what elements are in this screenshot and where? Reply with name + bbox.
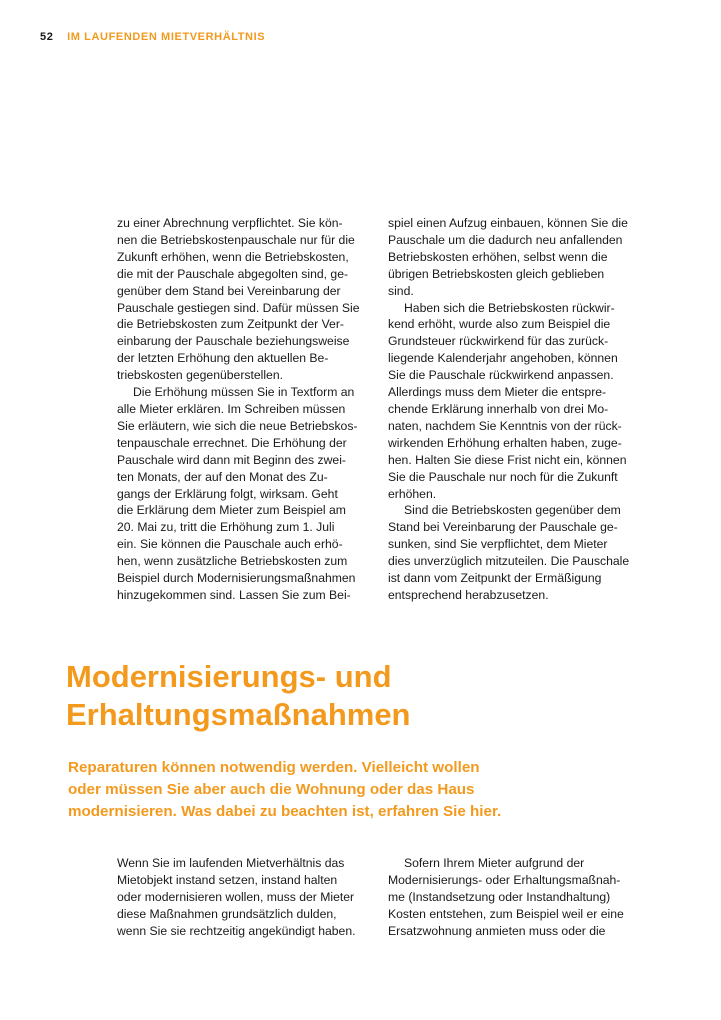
text-line: Sie erläutern, wie sich die neue Betriebskos- [117, 418, 358, 433]
text-line: nen die Betriebskostenpauschale nur für die [117, 232, 355, 247]
text-line: hen. Halten Sie diese Frist nicht ein, können [388, 452, 627, 467]
lead-line: Reparaturen können notwendig werden. Vielleicht wollen [68, 759, 480, 776]
text-line: chende Erklärung innerhalb von drei Mo- [388, 401, 609, 416]
paragraph [117, 215, 369, 384]
text-line: Betriebskosten erhöhen, selbst wenn die [388, 249, 608, 264]
text-line: Allerdings muss dem Mieter die entspre- [388, 385, 607, 400]
paragraph [388, 300, 640, 503]
text-line: Modernisierungs- oder Erhaltungsmaßnah- [388, 872, 621, 887]
text-line: Sie die Pauschale rückwirkend anpassen. [388, 368, 614, 383]
body-column-bottom-right [388, 855, 640, 940]
text-line: hinzugekommen sind. Lassen Sie zum Bei- [117, 587, 351, 602]
text-line: ist dann vom Zeitpunkt der Ermäßigung [388, 571, 602, 586]
text-line: me (Instandsetzung oder Instandhaltung) [388, 889, 611, 904]
text-line: Wenn Sie im laufenden Mietverhältnis das [117, 856, 345, 870]
text-line: spiel einen Aufzug einbauen, können Sie die [388, 216, 628, 230]
lead-paragraph [68, 757, 501, 823]
text-line: Sind die Betriebskosten gegenüber dem [404, 503, 621, 518]
text-line: Sie die Pauschale nur noch für die Zukunft [388, 469, 618, 484]
text-line: entsprechend herabzusetzen. [388, 587, 549, 602]
text-line: Kosten entstehen, zum Beispiel weil er eine [388, 906, 624, 921]
body-column-bottom-left [117, 855, 369, 940]
text-line: wenn Sie sie rechtzeitig angekündigt haben. [117, 923, 356, 938]
text-line: hen, wenn zusätzliche Betriebskosten zum [117, 554, 348, 569]
text-line: Mietobjekt instand setzen, instand halten [117, 872, 338, 887]
heading-line: Modernisierungs- und [66, 659, 392, 694]
section-title: IM LAUFENDEN MIETVERHÄLTNIS [67, 31, 266, 43]
text-line: Stand bei Vereinbarung der Pauschale ge- [388, 520, 618, 535]
text-line: diese Maßnahmen grundsätzlich dulden, [117, 906, 337, 921]
text-line: triebskosten gegenüberstellen. [117, 368, 283, 383]
text-line: Zukunft erhöhen, wenn die Betriebskosten, [117, 249, 349, 264]
running-head [40, 31, 265, 43]
body-column-top-left [117, 215, 369, 604]
text-line: Sofern Ihrem Mieter aufgrund der [404, 856, 585, 870]
text-line: zu einer Abrechnung verpflichtet. Sie kön- [117, 216, 343, 230]
text-line: liegende Kalenderjahr angehoben, können [388, 351, 618, 366]
text-line: die Erklärung dem Mieter zum Beispiel am [117, 503, 346, 518]
text-line: alle Mieter erklären. Im Schreiben müssen [117, 401, 346, 416]
text-line: wirkenden Erhöhung erhalten haben, zuge- [388, 435, 622, 450]
text-line: übrigen Betriebskosten gleich geblieben [388, 266, 605, 281]
text-line: der letzten Erhöhung den aktuellen Be- [117, 351, 329, 366]
paragraph [388, 502, 640, 603]
heading-line: Erhaltungsmaßnahmen [66, 697, 411, 732]
text-line: Haben sich die Betriebskosten rückwir- [404, 300, 615, 315]
text-line: Pauschale gestiegen sind. Dafür müssen Sie [117, 300, 360, 315]
body-column-top-right [388, 215, 640, 604]
text-line: sunken, sind Sie verpflichtet, dem Mieter [388, 537, 608, 552]
text-line: Pauschale wird dann mit Beginn des zwei- [117, 452, 346, 467]
text-line: einbarung der Pauschale beziehungsweise [117, 334, 350, 349]
paragraph [388, 855, 640, 940]
text-line: sind. [388, 283, 414, 298]
text-line: 20. Mai zu, tritt die Erhöhung zum 1. Juli [117, 520, 335, 535]
text-line: Pauschale um die dadurch neu anfallenden [388, 232, 623, 247]
text-line: Ersatzwohnung anmieten muss oder die [388, 923, 606, 938]
text-line: Grundsteuer rückwirkend für das zurück- [388, 334, 609, 349]
text-line: ein. Sie können die Pauschale auch erhö- [117, 537, 343, 552]
text-line: die Betriebskosten zum Zeitpunkt der Ver- [117, 317, 344, 332]
paragraph [388, 215, 640, 300]
text-line: dies unverzüglich mitzuteilen. Die Pauschale [388, 554, 630, 569]
text-line: ten Monats, der auf den Monat des Zu- [117, 469, 328, 484]
section-heading [66, 658, 411, 734]
paragraph [117, 384, 369, 604]
text-line: oder modernisieren wollen, muss der Mieter [117, 889, 355, 904]
text-line: kend erhöht, wurde also zum Beispiel die [388, 317, 611, 332]
page-number: 52 [40, 31, 54, 43]
text-line: Beispiel durch Modernisierungsmaßnahmen [117, 571, 356, 586]
text-line: genüber dem Stand bei Vereinbarung der [117, 283, 341, 298]
text-line: Die Erhöhung müssen Sie in Textform an [133, 385, 355, 400]
paragraph [117, 855, 369, 940]
text-line: erhöhen. [388, 486, 437, 501]
text-line: tenpauschale errechnet. Die Erhöhung der [117, 435, 347, 450]
text-line: die mit der Pauschale abgegolten sind, ge- [117, 266, 349, 281]
text-line: gangs der Erklärung folgt, wirksam. Geht [117, 486, 338, 501]
lead-line: oder müssen Sie aber auch die Wohnung oder das Haus [68, 781, 475, 798]
text-line: naten, nachdem Sie Kenntnis von der rück- [388, 418, 622, 433]
lead-line: modernisieren. Was dabei zu beachten ist, erfahren Sie hier. [68, 803, 502, 820]
